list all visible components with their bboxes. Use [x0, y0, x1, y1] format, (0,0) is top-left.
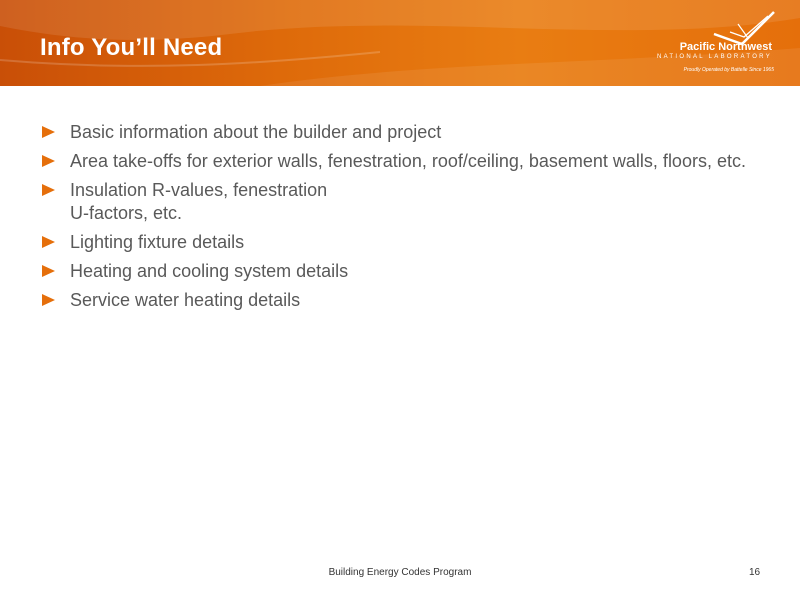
- bullet-text: Insulation R-values, fenestration U-factors, etc.: [70, 180, 328, 223]
- slide-footer: [0, 567, 800, 579]
- bullet-item: [40, 289, 780, 312]
- slide-header: [0, 0, 800, 86]
- logo-subtitle: NATIONAL LABORATORY: [656, 54, 772, 60]
- orange-triangle-bullet-icon: [42, 155, 55, 167]
- orange-triangle-bullet-icon: [42, 236, 55, 248]
- bullet-item: [40, 121, 780, 144]
- logo-name: Pacific Northwest: [679, 41, 772, 53]
- orange-triangle-bullet-icon: [42, 265, 55, 277]
- bullet-item: [40, 231, 780, 254]
- bullet-text: Area take-offs for exterior walls, fenestration, roof/ceiling, basement walls, floors, etc.: [70, 151, 746, 171]
- bullet-text: Lighting fixture details: [70, 232, 245, 252]
- bullet-text: Heating and cooling system details: [70, 261, 349, 281]
- pnnl-logo: [658, 10, 778, 78]
- orange-triangle-bullet-icon: [42, 294, 55, 306]
- page-number: 16: [749, 567, 761, 578]
- logo-tagline: Proudly Operated by Battelle Since 1965: [683, 67, 774, 73]
- bullet-item: [40, 179, 780, 225]
- footer-program-name: Building Energy Codes Program: [328, 567, 472, 578]
- bullet-text: Service water heating details: [70, 290, 301, 310]
- bullet-text: Basic information about the builder and project: [70, 122, 442, 142]
- orange-triangle-bullet-icon: [42, 184, 55, 196]
- bullet-list: [40, 121, 780, 318]
- bullet-item: [40, 260, 780, 283]
- orange-triangle-bullet-icon: [42, 126, 55, 138]
- bullet-item: [40, 150, 780, 173]
- slide-title: Info You’ll Need: [40, 34, 223, 61]
